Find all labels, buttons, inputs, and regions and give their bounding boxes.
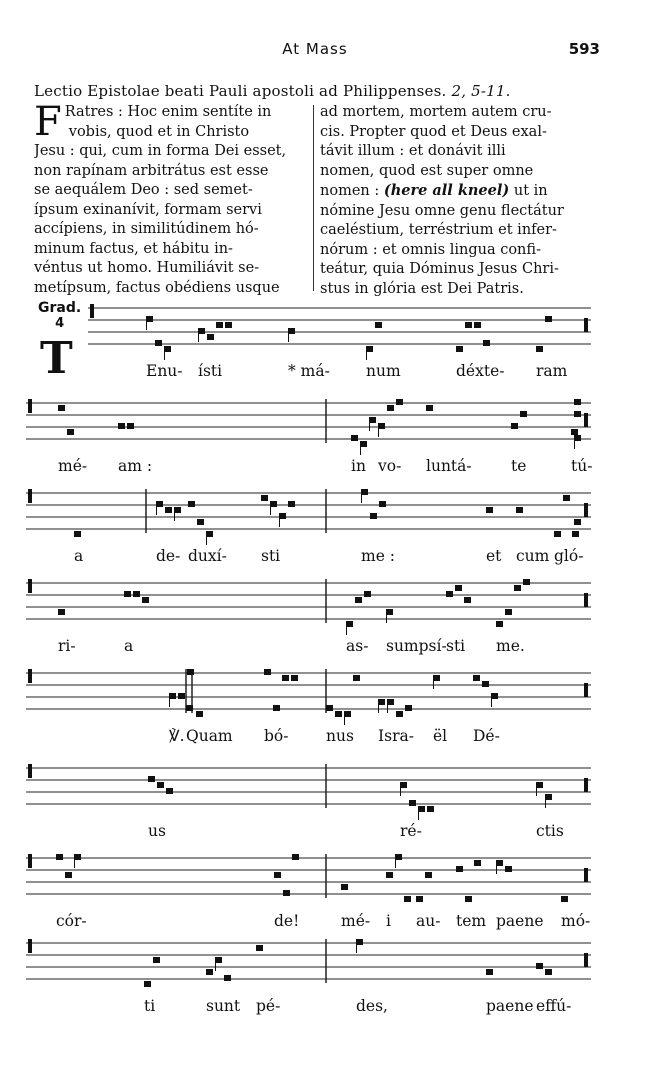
neume-note	[404, 896, 411, 902]
neume-note	[523, 579, 530, 585]
drop-cap: F	[34, 99, 62, 145]
chant-syllable: de!	[274, 912, 300, 930]
custos-icon	[584, 868, 588, 882]
neume-note	[344, 711, 351, 717]
chant-syllable: vo-	[378, 457, 402, 475]
neume-note	[378, 423, 385, 429]
neume-note	[474, 860, 481, 866]
neume-note	[273, 705, 280, 711]
neume-note	[473, 675, 480, 681]
chant-syllable: am :	[118, 457, 153, 475]
neume-note	[164, 346, 171, 352]
epistle-right-column	[320, 103, 594, 299]
epistle-line: non rapínam arbitrátus est esse	[34, 162, 269, 179]
chant-syllable: mé-	[341, 912, 371, 930]
neume-note	[225, 322, 232, 328]
neume-note	[536, 782, 543, 788]
neume-note	[355, 597, 362, 603]
neume-note	[206, 969, 213, 975]
chant-syllable: ℣.	[169, 727, 185, 745]
neume-note	[206, 531, 213, 537]
chant-lyrics	[26, 912, 591, 934]
gradual-mode: 4	[55, 316, 65, 331]
neume-note	[369, 417, 376, 423]
neume-note	[482, 681, 489, 687]
neume-note	[288, 328, 295, 334]
neume-note	[207, 334, 214, 340]
epistle-line: ípsum exinanívit, formam servi	[34, 201, 262, 218]
chant-staff	[26, 485, 591, 545]
epistle-line: caeléstium, terréstrium et infer-	[320, 222, 557, 238]
neume-note	[58, 609, 65, 615]
neume-note	[366, 346, 373, 352]
neume-note	[360, 441, 367, 447]
chant-syllable: te	[511, 457, 527, 475]
chant-syllable: a	[124, 637, 134, 655]
chant-lyrics	[26, 362, 591, 384]
neume-note	[274, 872, 281, 878]
neume-note	[216, 322, 223, 328]
epistle-line: nómine Jesu omne genu flectátur	[320, 202, 564, 219]
epistle-fragment: nomen :	[320, 183, 380, 199]
neume-note	[292, 854, 299, 860]
epistle-line: nórum : et omnis lingua confi-	[320, 241, 541, 258]
neume-note	[571, 429, 578, 435]
neume-note	[166, 788, 173, 794]
chant-syllable: ti	[144, 997, 156, 1015]
neume-note	[279, 513, 286, 519]
chant-syllable: effú-	[536, 997, 572, 1015]
chant-syllable: gló-	[554, 547, 584, 565]
epistle-text	[34, 99, 594, 297]
chant-syllable: * má-	[288, 362, 330, 380]
neume-note	[545, 316, 552, 322]
gradual-initial: T	[40, 333, 73, 384]
chant-syllable: paene	[496, 912, 544, 930]
clef-icon	[28, 399, 32, 413]
neume-note	[465, 896, 472, 902]
chant-syllable: duxí-	[188, 547, 227, 565]
neume-note	[165, 507, 172, 513]
neume-note	[386, 609, 393, 615]
neume-note	[215, 957, 222, 963]
neume-note	[74, 531, 81, 537]
neume-note	[496, 621, 503, 627]
neume-note	[483, 340, 490, 346]
epistle-line: accípiens, in similitúdinem hó-	[34, 221, 259, 237]
clef-icon	[28, 669, 32, 683]
neume-note	[387, 405, 394, 411]
epistle-line: teátur, quia Dóminus Jesus Chri-	[320, 261, 559, 277]
chant-syllable: ri-	[58, 637, 76, 655]
neume-note	[395, 854, 402, 860]
neume-note	[574, 519, 581, 525]
neume-note	[74, 854, 81, 860]
epistle-line: stus in glória est Dei Patris.	[320, 280, 524, 297]
neume-note	[224, 975, 231, 981]
chant-syllable: déxte-	[456, 362, 505, 380]
neume-note	[511, 423, 518, 429]
epistle-left-column	[34, 99, 307, 298]
neume-note	[67, 429, 74, 435]
chant-syllable: me.	[496, 637, 525, 655]
clef-icon	[28, 854, 32, 868]
chant-syllable: cum	[516, 547, 550, 565]
neume-note	[118, 423, 125, 429]
neume-note	[505, 866, 512, 872]
epistle-fragment: ut in	[513, 183, 548, 199]
chant-syllable: sti	[446, 637, 466, 655]
chant-syllable: tem	[456, 912, 487, 930]
neume-note	[465, 322, 472, 328]
neume-note	[288, 501, 295, 507]
chant-syllable: us	[148, 822, 166, 840]
clef-icon	[28, 939, 32, 953]
chant-syllable: in	[351, 457, 366, 475]
neume-note	[387, 699, 394, 705]
neume-note	[545, 969, 552, 975]
epistle-line: metípsum, factus obédiens usque	[34, 279, 280, 296]
chant-syllable: bó-	[264, 727, 289, 745]
chant-syllable: paene	[486, 997, 534, 1015]
neume-note	[197, 519, 204, 525]
epistle-line: véntus ut homo. Humiliávit se-	[34, 260, 260, 276]
custos-icon	[584, 503, 588, 517]
neume-note	[561, 896, 568, 902]
neume-note	[375, 322, 382, 328]
neume-note	[456, 346, 463, 352]
chant-syllable: Enu-	[146, 362, 183, 380]
column-divider	[313, 105, 314, 291]
neume-note	[178, 693, 185, 699]
lectio-reference: 2, 5-11.	[451, 82, 511, 100]
epistle-line: Jesu : qui, cum in forma Dei esset,	[34, 143, 287, 159]
epistle-line: nomen, quod est super omne	[320, 162, 534, 179]
neume-note	[400, 782, 407, 788]
neume-note	[283, 890, 290, 896]
neume-note	[133, 591, 140, 597]
neume-note	[155, 340, 162, 346]
neume-note	[56, 854, 63, 860]
lectio-text: Lectio Epistolae beati Pauli apostoli ad Philippenses.	[34, 82, 447, 100]
custos-icon	[584, 778, 588, 792]
neume-note	[536, 963, 543, 969]
chant-lyrics	[26, 727, 591, 749]
lectio-heading	[34, 82, 594, 100]
neume-note	[58, 405, 65, 411]
neume-note	[261, 495, 268, 501]
page-header	[30, 40, 600, 64]
neume-note	[496, 860, 503, 866]
custos-icon	[584, 413, 588, 427]
chant-syllable: i	[386, 912, 391, 930]
neume-note	[405, 705, 412, 711]
chant-staff	[26, 760, 591, 820]
chant-syllable: de-	[156, 547, 181, 565]
neume-note	[127, 423, 134, 429]
custos-icon	[584, 953, 588, 967]
custos-icon	[584, 683, 588, 697]
epistle-line: minum factus, et hábitu in-	[34, 240, 233, 257]
custos-icon	[584, 593, 588, 607]
neume-note	[514, 585, 521, 591]
neume-note	[196, 711, 203, 717]
neume-note	[353, 675, 360, 681]
chant-staff	[26, 935, 591, 995]
neume-note	[474, 322, 481, 328]
neume-note	[409, 800, 416, 806]
chant-staff	[26, 575, 591, 635]
neume-note	[326, 705, 333, 711]
kneel-rubric: (here all kneel)	[383, 182, 510, 199]
clef-icon	[28, 579, 32, 593]
clef-icon	[28, 489, 32, 503]
neume-note	[505, 609, 512, 615]
neume-note	[156, 501, 163, 507]
chant-syllable: des,	[356, 997, 388, 1015]
neume-note	[65, 872, 72, 878]
chant-syllable: ram	[536, 362, 568, 380]
chant-lyrics	[26, 822, 591, 844]
neume-note	[378, 699, 385, 705]
chant-syllable: nus	[326, 727, 354, 745]
epistle-line: távit illum : et donávit illi	[320, 143, 506, 159]
neume-note	[188, 501, 195, 507]
gradual-label-text: Grad.	[38, 300, 82, 316]
chant-syllable: me :	[361, 547, 396, 565]
neume-note	[426, 405, 433, 411]
neume-note	[361, 489, 368, 495]
neume-note	[157, 782, 164, 788]
neume-note	[346, 621, 353, 627]
neume-note	[291, 675, 298, 681]
chant-syllable: au-	[416, 912, 441, 930]
epistle-line: ad mortem, mortem autem cru-	[320, 104, 552, 120]
neume-note	[174, 507, 181, 513]
neume-note	[464, 597, 471, 603]
neume-note	[153, 957, 160, 963]
neume-note	[427, 806, 434, 812]
neume-note	[364, 591, 371, 597]
neume-note	[572, 531, 579, 537]
neume-note	[456, 866, 463, 872]
neume-note	[433, 675, 440, 681]
chant-syllable: sunt	[206, 997, 241, 1015]
chant-staff	[26, 665, 591, 725]
chant-syllable: ël	[433, 727, 448, 745]
neume-note	[187, 669, 194, 675]
neume-note	[416, 896, 423, 902]
chant-lyrics	[26, 997, 591, 1019]
chant-syllable: cór-	[56, 912, 87, 930]
neume-note	[379, 501, 386, 507]
neume-note	[341, 884, 348, 890]
neume-note	[425, 872, 432, 878]
neume-note	[520, 411, 527, 417]
neume-note	[455, 585, 462, 591]
chant-syllable: ísti	[198, 362, 223, 380]
neume-note	[486, 969, 493, 975]
neume-note	[554, 531, 561, 537]
neume-note	[264, 669, 271, 675]
neume-note	[282, 675, 289, 681]
neume-note	[356, 939, 363, 945]
chant-lyrics	[26, 637, 591, 659]
chant-syllable: sumpsí-	[386, 637, 447, 655]
running-title: At Mass	[282, 40, 348, 58]
chant-staff	[26, 300, 591, 360]
chant-syllable: num	[366, 362, 401, 380]
chant-syllable: Dé-	[473, 727, 500, 745]
clef-icon	[90, 304, 94, 318]
neume-note	[169, 693, 176, 699]
epistle-line	[320, 181, 594, 202]
chant-syllable: mé-	[58, 457, 88, 475]
chant-syllable: Isra-	[378, 727, 414, 745]
neume-note	[256, 945, 263, 951]
chant-syllable: pé-	[256, 997, 281, 1015]
neume-note	[574, 411, 581, 417]
neume-note	[574, 399, 581, 405]
epistle-line: vobis, quod et in Christo	[68, 123, 250, 140]
neume-note	[124, 591, 131, 597]
neume-note	[370, 513, 377, 519]
epistle-line: Ratres : Hoc enim sentíte in	[64, 104, 272, 120]
chant-syllable: as-	[346, 637, 369, 655]
chant-syllable: tú-	[571, 457, 593, 475]
epistle-line: se aequálem Deo : sed semet-	[34, 182, 253, 198]
chant-lyrics	[26, 547, 591, 569]
neume-note	[335, 711, 342, 717]
page-number: 593	[568, 40, 600, 58]
neume-note	[418, 806, 425, 812]
neume-note	[351, 435, 358, 441]
neume-note	[516, 507, 523, 513]
chant-syllable: luntá-	[426, 457, 472, 475]
chant-syllable: mó-	[561, 912, 591, 930]
chant-staff	[26, 395, 591, 455]
neume-note	[198, 328, 205, 334]
neume-note	[146, 316, 153, 322]
chant-lyrics	[26, 457, 591, 479]
neume-note	[396, 399, 403, 405]
neume-note	[446, 591, 453, 597]
neume-note	[396, 711, 403, 717]
neume-note	[491, 693, 498, 699]
clef-icon	[28, 764, 32, 778]
chant-syllable: sti	[261, 547, 281, 565]
neume-note	[545, 794, 552, 800]
chant-syllable: Quam	[186, 727, 233, 745]
neume-note	[186, 705, 193, 711]
neume-note	[486, 507, 493, 513]
neume-note	[563, 495, 570, 501]
neume-note	[270, 501, 277, 507]
neume-note	[536, 346, 543, 352]
chant-syllable: ré-	[400, 822, 422, 840]
neume-note	[144, 981, 151, 987]
custos-icon	[584, 318, 588, 332]
epistle-line: cis. Propter quod et Deus exal-	[320, 123, 547, 140]
neume-note	[148, 776, 155, 782]
neume-note	[142, 597, 149, 603]
neume-note	[574, 435, 581, 441]
chant-staff	[26, 850, 591, 910]
chant-syllable: ctis	[536, 822, 564, 840]
chant-syllable: et	[486, 547, 502, 565]
chant-syllable: a	[74, 547, 84, 565]
neume-note	[386, 872, 393, 878]
